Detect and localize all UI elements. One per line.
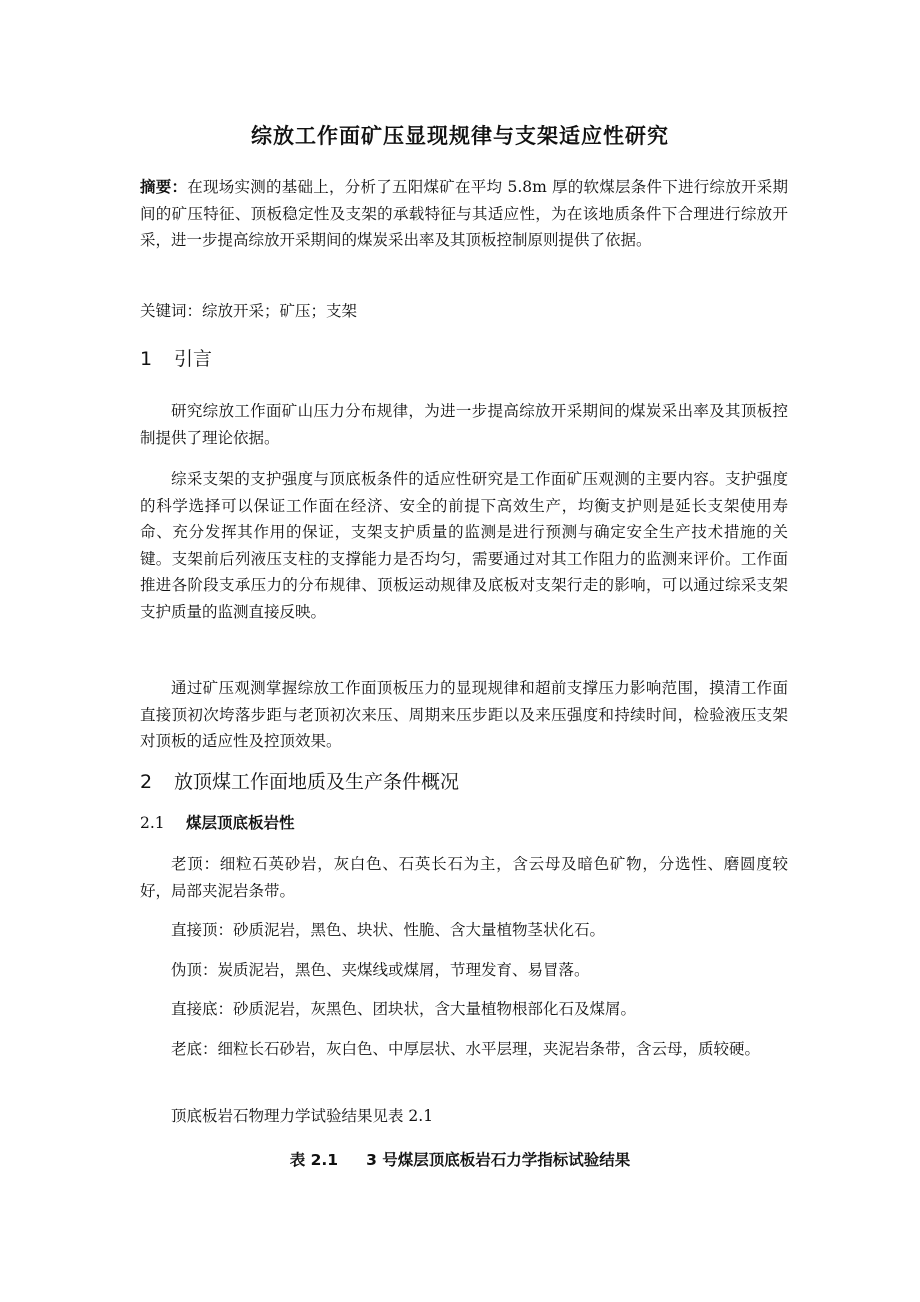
paper-title: 综放工作面矿压显现规律与支架适应性研究 xyxy=(251,124,669,148)
section-1-heading xyxy=(140,345,212,373)
lithology-immediate-roof: 直接顶：砂质泥岩，黑色、块状、性脆、含大量植物茎状化石。 xyxy=(171,921,606,939)
section-2-1-heading xyxy=(140,810,295,836)
table-caption-label: 表 2.1 xyxy=(289,1151,339,1169)
lithology-old-roof: 老顶：细粒石英砂岩，灰白色、石英长石为主，含云母及暗色矿物，分选性、磨圆度较好，局部夹泥岩条带。 xyxy=(140,855,788,900)
section-2-heading xyxy=(140,768,459,796)
lithology-immediate-floor: 直接底：砂质泥岩，灰黑色、团块状，含大量植物根部化石及煤屑。 xyxy=(171,1000,637,1018)
section-1-paragraph-2: 综采支架的支护强度与顶底板条件的适应性研究是工作面矿压观测的主要内容。支护强度的科学选择可以保证工作面在经济、安全的前提下高效生产，均衡支护则是延长支架使用寿命、充分发挥其作用的保证，支架支护质量的监测是进行预测与确定安全生产技术措施的关键。支架前后列液压支柱的支撑能力是否均匀，需要通过对其工作阻力的监测来评价。工作面推进各阶段支承压力的分布规律、顶板运动规律及底板对支架行走的影响，可以通过综采支架支护质量的监测直接反映。 xyxy=(140,470,788,621)
table-reference: 顶底板岩石物理力学试验结果见表 2.1 xyxy=(171,1107,434,1125)
section-2-title: 放顶煤工作面地质及生产条件概况 xyxy=(174,771,460,793)
keywords xyxy=(140,298,788,324)
section-2-1-number: 2.1 xyxy=(140,814,165,832)
abstract xyxy=(140,174,788,254)
abstract-text: 在现场实测的基础上，分析了五阳煤矿在平均 5.8m 厚的软煤层条件下进行综放开采期间的矿压特征、顶板稳定性及支架的承载特征与其适应性，为在该地质条件下合理进行综放开采，进一步提高综放开采期间的煤炭采出率及其顶板控制原则提供了依据。 xyxy=(140,178,788,249)
table-caption-text: 3 号煤层顶底板岩石力学指标试验结果 xyxy=(366,1151,631,1169)
section-1-paragraph-1: 研究综放工作面矿山压力分布规律，为进一步提高综放开采期间的煤炭采出率及其顶板控制提供了理论依据。 xyxy=(140,402,788,447)
abstract-label: 摘要： xyxy=(140,178,188,196)
keywords-label: 关键词： xyxy=(140,302,203,320)
lithology-old-floor: 老底：细粒长石砂岩，灰白色、中厚层状、水平层理，夹泥岩条带，含云母，质较硬。 xyxy=(171,1040,761,1058)
table-caption xyxy=(0,1148,920,1170)
section-1-paragraph-3: 通过矿压观测掌握综放工作面顶板压力的显现规律和超前支撑压力影响范围，摸清工作面直接顶初次垮落步距与老顶初次来压、周期来压步距以及来压强度和持续时间，检验液压支架对顶板的适应性及控顶效果。 xyxy=(140,679,788,750)
keywords-text: 综放开采；矿压；支架 xyxy=(202,302,358,320)
section-1-title: 引言 xyxy=(174,348,213,370)
section-2-1-title: 煤层顶底板岩性 xyxy=(186,814,295,832)
section-1-number: 1 xyxy=(140,348,153,370)
lithology-false-roof: 伪顶：炭质泥岩，黑色、夹煤线或煤屑，节理发育、易冒落。 xyxy=(171,961,590,979)
section-2-number: 2 xyxy=(140,771,153,793)
